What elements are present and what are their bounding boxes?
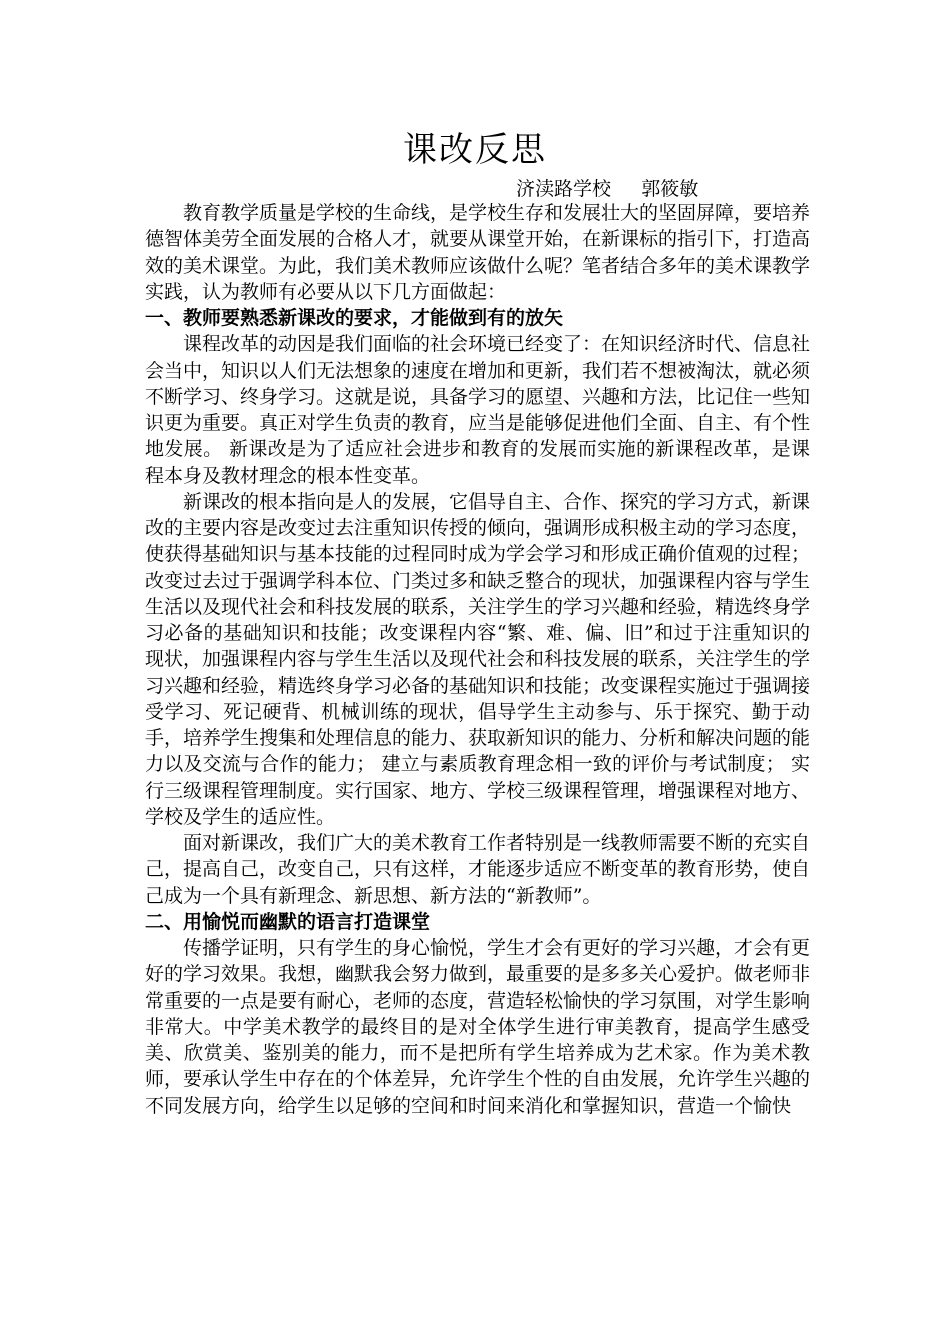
section-1-paragraph-3: 面对新课改，我们广大的美术教育工作者特别是一线教师需要不断的充实自己，提高自己，改变自己，只有这样，才能逐步适应不断变革的教育形势，使自己成为一个具有新理念、新思想、新方法的“新教师”。	[145, 832, 811, 907]
section-heading-2: 二、用愉悦而幽默的语言打造课堂	[145, 910, 431, 933]
section-1-paragraph-1: 课程改革的动因是我们面临的社会环境已经变了：在知识经济时代、信息社会当中，知识以人们无法想象的速度在增加和更新，我们若不想被淘汰，就必须不断学习、终身学习。这就是说，具备学习的愿望、兴趣和方法，比记住一些知识更为重要。真正对学生负责的教育，应当是能够促进他们全面、自主、有个性地发展。 新课改是为了适应社会进步和教育的发展而实施的新课程改革，是课程本身及教材理念的根本性变革。	[145, 333, 811, 487]
author-line: 济渎路学校 郭筱敏	[516, 178, 699, 200]
document-body	[145, 200, 810, 1119]
intro-paragraph: 教育教学质量是学校的生命线，是学校生存和发展壮大的坚固屏障，要培养德智体美劳全面发展的合格人才，就要从课堂开始，在新课标的指引下，打造高效的美术课堂。为此，我们美术教师应该做什么呢？笔者结合多年的美术课教学实践，认为教师有必要从以下几方面做起：	[145, 202, 811, 303]
document-title: 课改反思	[403, 130, 547, 170]
section-1-paragraph-2: 新课改的根本指向是人的发展，它倡导自主、合作、探究的学习方式，新课改的主要内容是改变过去注重知识传授的倾向，强调形成积极主动的学习态度，使获得基础知识与基本技能的过程同时成为学会学习和形成正确价值观的过程；改变过去过于强调学科本位、门类过多和缺乏整合的现状，加强课程内容与学生生活以及现代社会和科技发展的联系，关注学生的学习兴趣和经验，精选终身学习必备的基础知识和技能；改变课程内容“繁、难、偏、旧”和过于注重知识的现状，加强课程内容与学生生活以及现代社会和科技发展的联系，关注学生的学习兴趣和经验，精选终身学习必备的基础知识和技能；改变课程实施过于强调接受学习、死记硬背、机械训练的现状，倡导学生主动参与、乐于探究、勤于动手，培养学生搜集和处理信息的能力、获取新知识的能力、分析和解决问题的能力以及交流与合作的能力； 建立与素质教育理念相一致的评价与考试制度； 实行三级课程管理制度。实行国家、地方、学校三级课程管理，增强课程对地方、学校及学生的适应性。	[145, 490, 811, 828]
section-heading-1: 一、教师要熟悉新课改的要求，才能做到有的放矢	[145, 307, 564, 329]
section-2-paragraph-1: 传播学证明，只有学生的身心愉悦，学生才会有更好的学习兴趣，才会有更好的学习效果。我想，幽默我会努力做到，最重要的是多多关心爱护。做老师非常重要的一点是要有耐心，老师的态度，营造轻松愉快的学习氛围，对学生影响非常大。中学美术教学的最终目的是对全体学生进行审美教育，提高学生感受美、欣赏美、鉴别美的能力，而不是把所有学生培养成为艺术家。作为美术教师，要承认学生中存在的个体差异，允许学生个性的自由发展，允许学生兴趣的不同发展方向，给学生以足够的空间和时间来消化和掌握知识，营造一个愉快	[145, 937, 811, 1117]
